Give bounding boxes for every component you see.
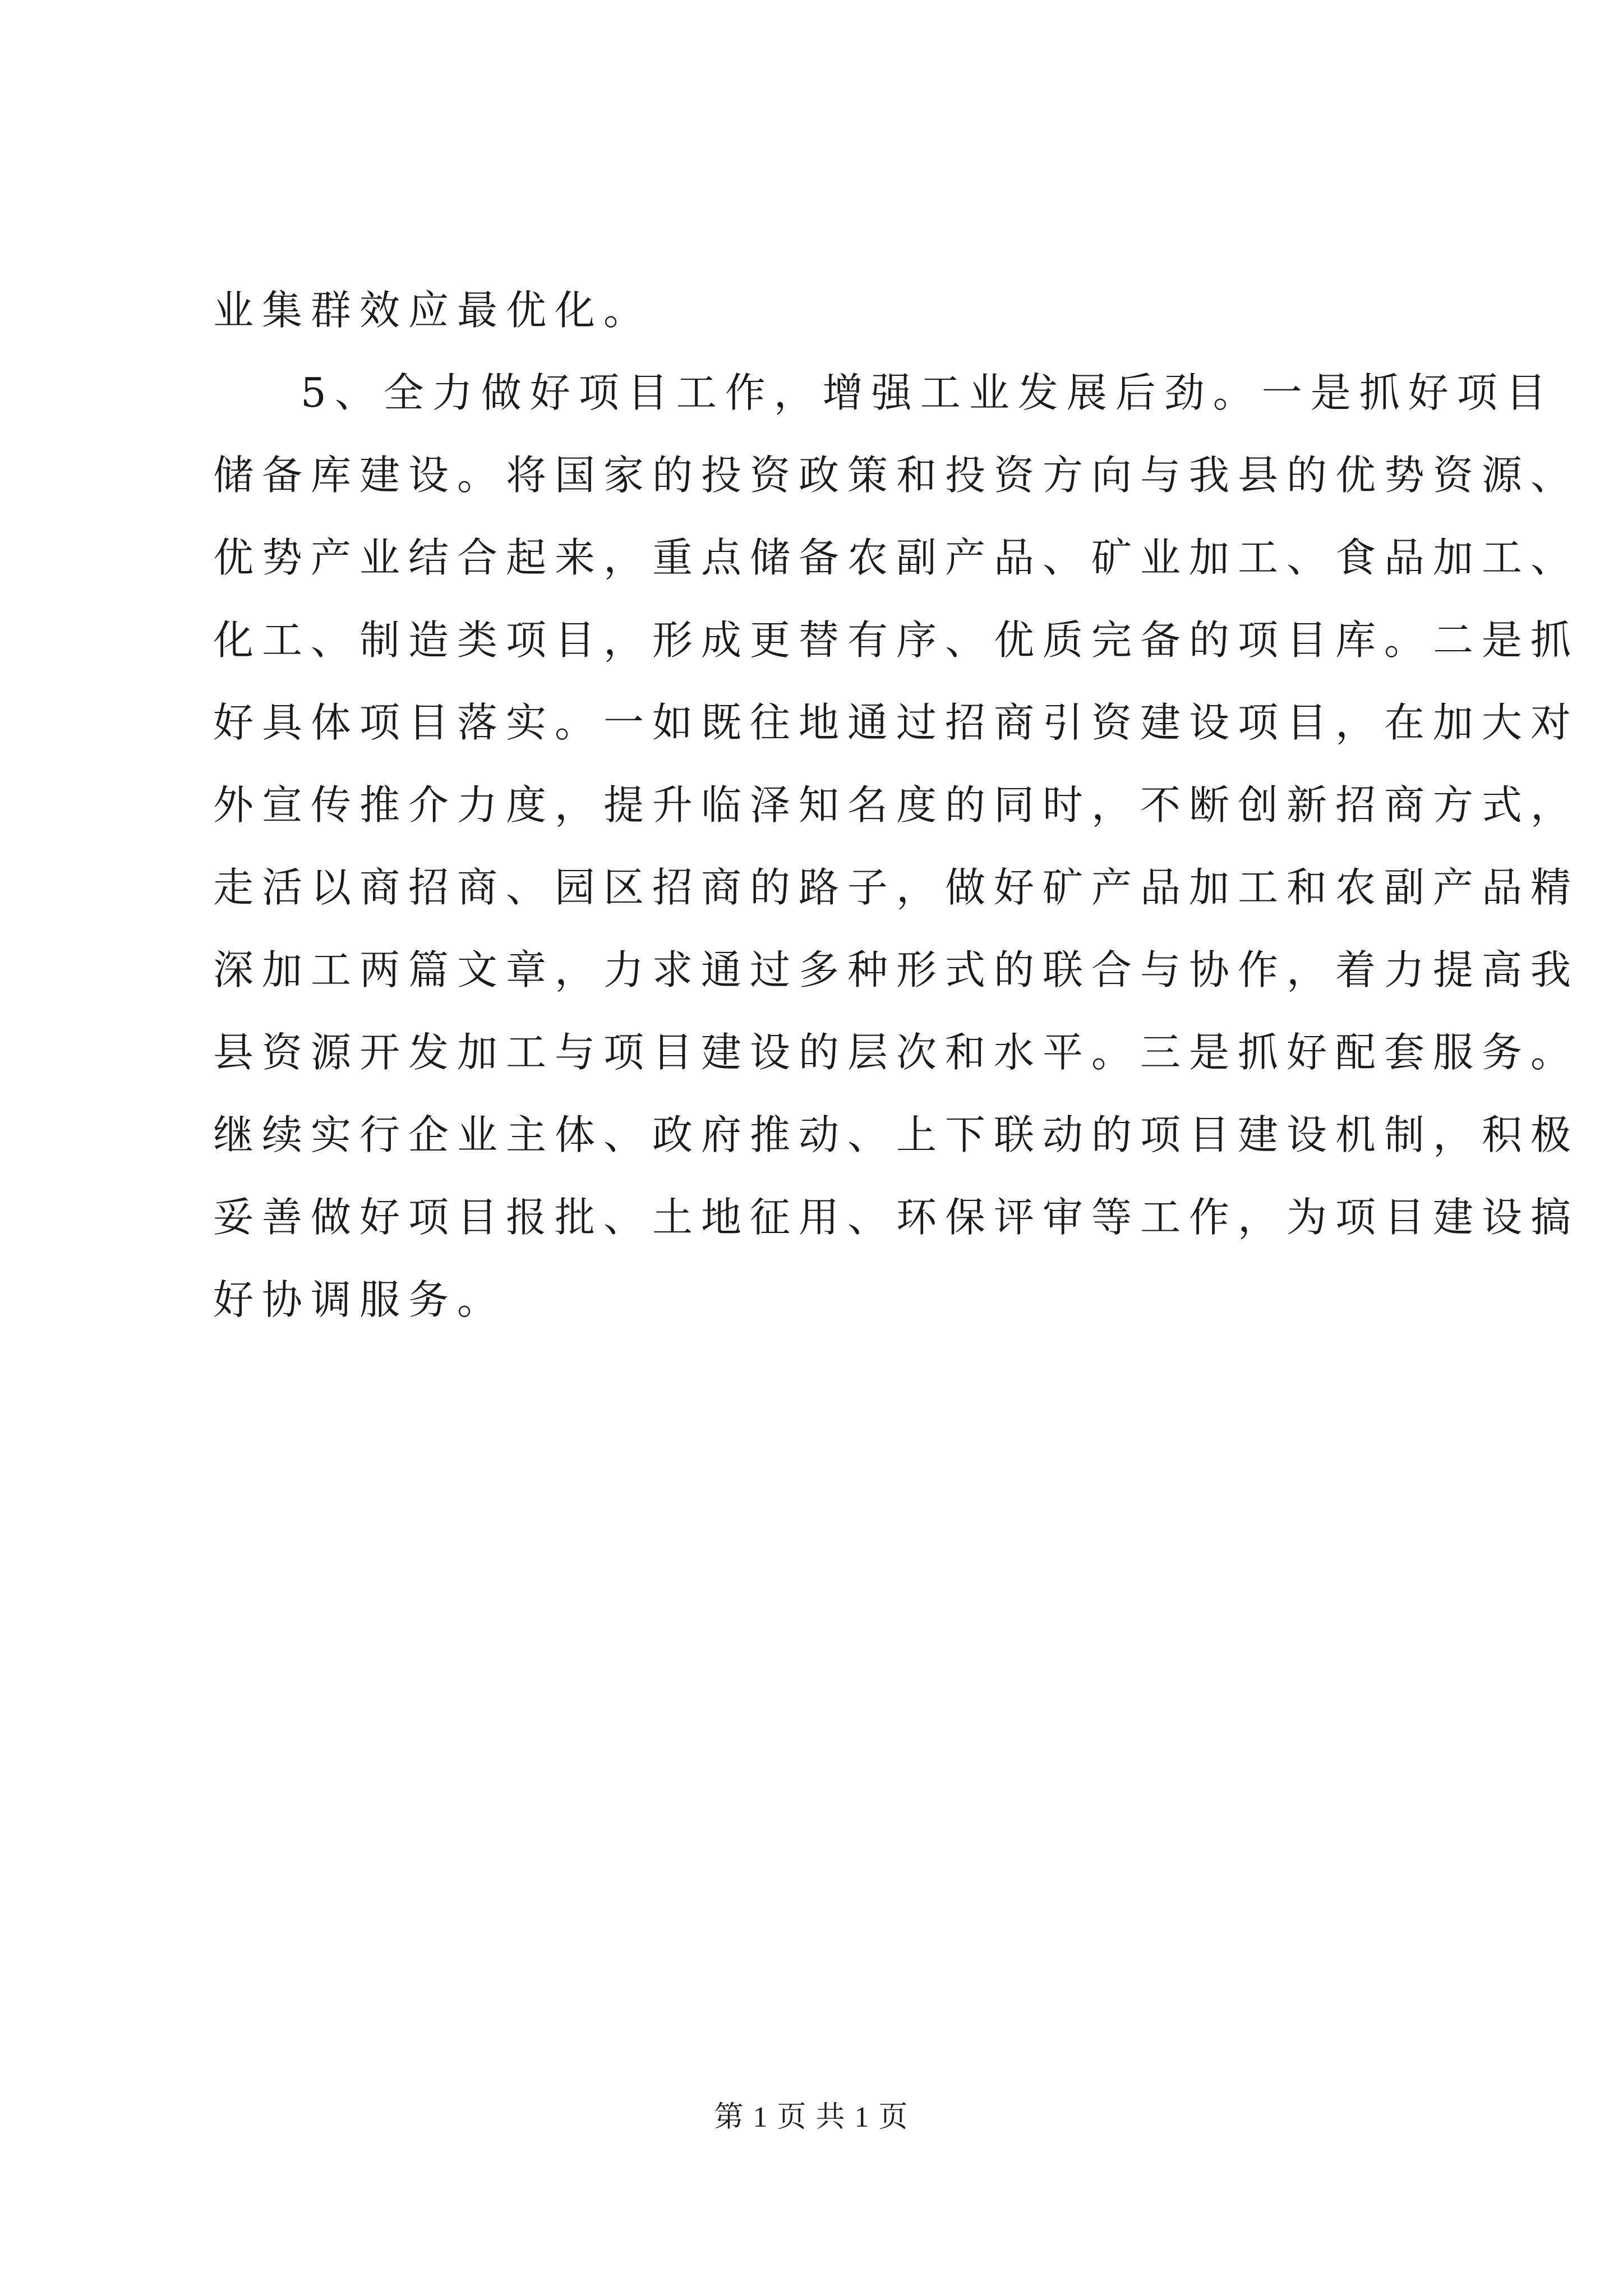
text-line: 深加工两篇文章，力求通过多种形式的联合与协作，着力提高我 [213, 946, 1580, 993]
body-text [213, 269, 1580, 1341]
text-line: 走活以商招商、园区招商的路子，做好矿产品加工和农副产品精 [213, 864, 1580, 911]
text-line: 外宣传推介力度，提升临泽知名度的同时，不断创新招商方式， [213, 781, 1580, 829]
text-line: 县资源开发加工与项目建设的层次和水平。三是抓好配套服务。 [213, 1029, 1580, 1076]
page-number-footer: 第 1 页 共 1 页 [714, 2101, 909, 2133]
text-line: 优势产业结合起来，重点储备农副产品、矿业加工、食品加工、 [213, 534, 1580, 581]
paragraph-first-line: 5、全力做好项目工作，增强工业发展后劲。一是抓好项目 [301, 369, 1555, 416]
text-line: 化工、制造类项目，形成更替有序、优质完备的项目库。二是抓 [213, 616, 1580, 664]
text-line: 妥善做好项目报批、土地征用、环保评审等工作，为项目建设搞 [213, 1194, 1580, 1241]
text-line: 好协调服务。 [213, 1276, 506, 1323]
text-line: 好具体项目落实。一如既往地通过招商引资建设项目，在加大对 [213, 699, 1580, 746]
text-line: 业集群效应最优化。 [213, 287, 653, 334]
text-line: 储备库建设。将国家的投资政策和投资方向与我县的优势资源、 [213, 452, 1580, 499]
text-line: 继续实行企业主体、政府推动、上下联动的项目建设机制，积极 [213, 1111, 1580, 1158]
